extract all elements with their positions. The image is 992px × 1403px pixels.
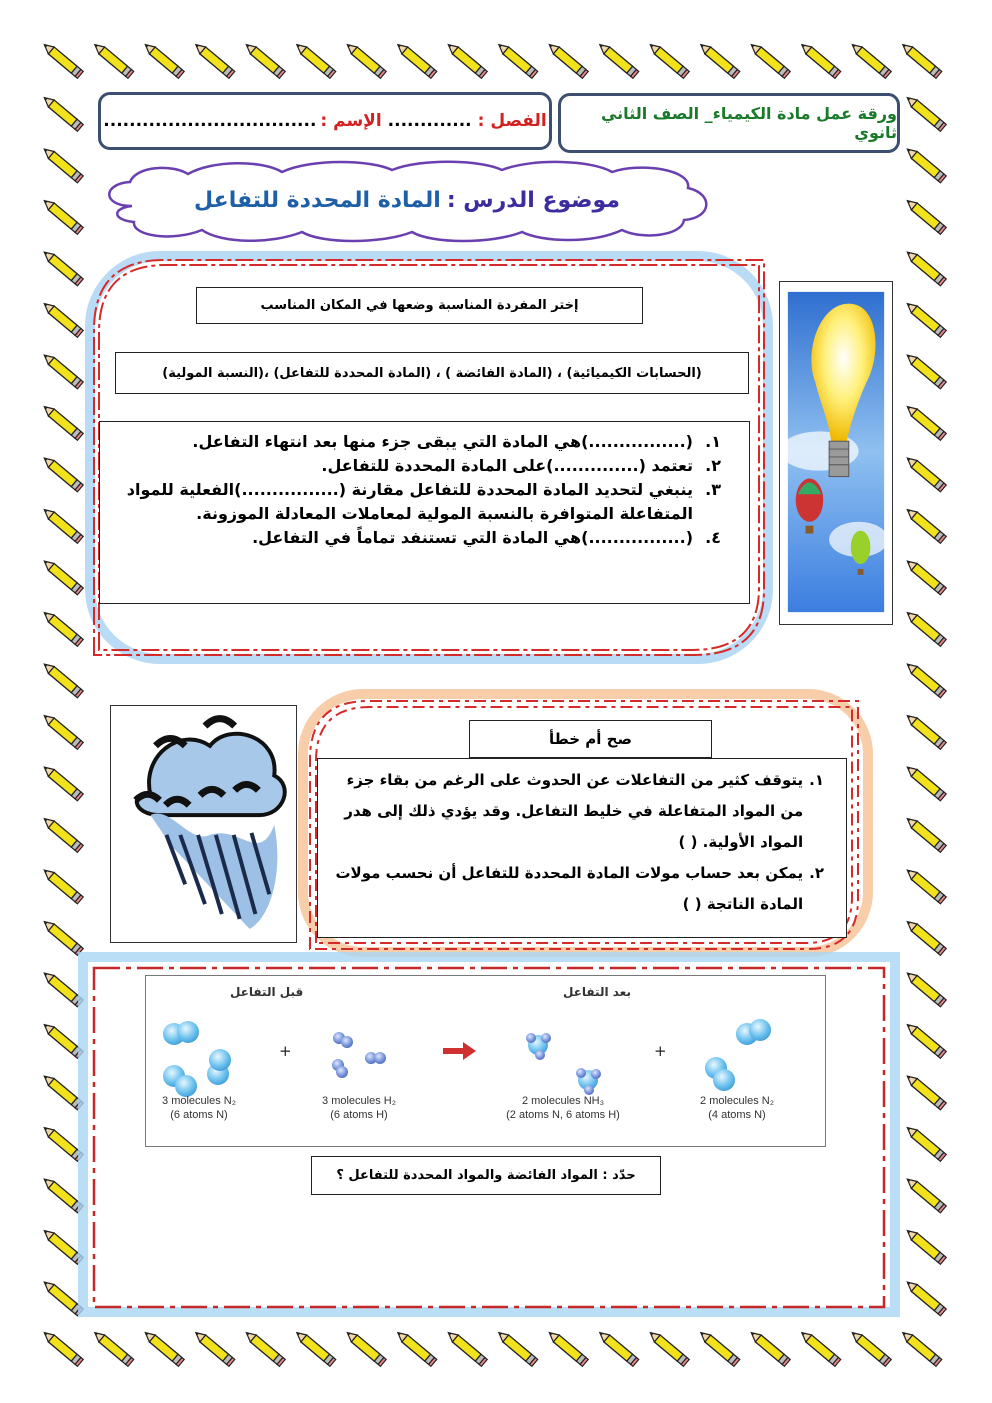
pencil-icon xyxy=(748,41,790,78)
plus-sign-1: + xyxy=(279,1042,292,1060)
class-blank[interactable]: ............. xyxy=(387,111,472,131)
worksheet-title-box xyxy=(558,93,900,153)
pencil-icon xyxy=(904,918,946,955)
pencil-icon xyxy=(904,300,946,337)
n2-molecules-before xyxy=(163,1021,231,1097)
pencil-icon xyxy=(849,1329,891,1366)
question-text[interactable]: (................)هي المادة التي تستنفد تماماً في التفاعل. xyxy=(252,528,693,547)
pencil-icon xyxy=(41,1124,83,1161)
pencil-icon xyxy=(904,712,946,749)
pencil-icon xyxy=(41,764,83,801)
pencil-icon xyxy=(41,300,83,337)
pencil-icon xyxy=(904,970,946,1007)
worksheet-title: ورقة عمل مادة الكيمياء_ الصف الثاني ثانوي xyxy=(600,104,897,142)
question-number: ٢. xyxy=(705,456,721,475)
pencil-icon xyxy=(904,403,946,440)
pencil-icon xyxy=(41,867,83,904)
pencil-icon xyxy=(546,1329,588,1366)
question-number: ١. xyxy=(705,432,721,451)
question-text[interactable]: (................)هي المادة التي يبقى جزء منها بعد انتهاء التفاعل. xyxy=(192,432,693,451)
lesson-label: موضوع الدرس : xyxy=(446,187,620,213)
pencil-icon xyxy=(142,1329,184,1366)
group-label-4: 2 molecules N₂ (4 atoms N) xyxy=(700,1095,774,1121)
name-label: الإسم : xyxy=(320,111,382,131)
pencil-icon xyxy=(597,1329,639,1366)
question-item xyxy=(118,526,721,550)
pencil-icon xyxy=(41,506,83,543)
pencil-icon xyxy=(294,41,336,78)
pencil-icon xyxy=(41,815,83,852)
after-reaction-label: بعد التفاعل xyxy=(563,985,631,999)
question-item xyxy=(118,430,721,454)
pencil-icon xyxy=(41,609,83,646)
question-number: ٤. xyxy=(705,528,721,547)
pencil-icon xyxy=(904,146,946,183)
pencil-icon xyxy=(41,970,83,1007)
pencil-icon xyxy=(445,1329,487,1366)
pencil-icon xyxy=(546,41,588,78)
pencil-icon xyxy=(597,41,639,78)
pencil-icon xyxy=(41,1073,83,1110)
pencil-icon xyxy=(748,1329,790,1366)
pencil-icon xyxy=(41,1227,83,1264)
pencil-icon xyxy=(799,41,841,78)
group-label-1: 3 molecules N₂ (6 atoms N) xyxy=(162,1095,236,1121)
true-false-item xyxy=(332,858,824,920)
pencil-icon xyxy=(41,146,83,183)
lesson-topic xyxy=(92,178,722,222)
pencil-icon xyxy=(92,41,134,78)
group-label-3: 2 molecules NH₃ (2 atoms N, 6 atoms H) xyxy=(506,1095,620,1121)
molecules-drawing xyxy=(146,976,827,1148)
true-false-item xyxy=(332,765,824,858)
pencil-icon xyxy=(41,197,83,234)
pencil-icon xyxy=(904,249,946,286)
pencil-icon xyxy=(41,558,83,595)
light-bulb-balloons-image xyxy=(779,281,893,625)
pencil-icon xyxy=(344,41,386,78)
n2-molecules-after xyxy=(705,1019,771,1091)
pencil-icon xyxy=(395,41,437,78)
pencil-icon xyxy=(193,41,235,78)
name-blank[interactable]: ................................. xyxy=(103,111,317,131)
pencil-icon xyxy=(900,1329,942,1366)
pencil-icon xyxy=(698,41,740,78)
pencil-icon xyxy=(904,1021,946,1058)
true-false-title: صح أم خطأ xyxy=(469,720,712,758)
pencil-icon xyxy=(698,1329,740,1366)
true-false-text[interactable]: يتوقف كثير من التفاعلات عن الحدوث على الرغم من بقاء جزء من المواد المتفاعلة في خليط التفاعل. وقد يؤدي ذلك إلى هدر المواد الأولية. ( ) xyxy=(344,771,804,851)
pencil-icon xyxy=(41,94,83,131)
pencil-icon xyxy=(904,609,946,646)
fill-blank-questions xyxy=(99,421,750,604)
pencil-icon xyxy=(904,867,946,904)
pencil-icon xyxy=(344,1329,386,1366)
question-item xyxy=(118,454,721,478)
pencil-icon xyxy=(904,1073,946,1110)
determine-question: حدّد : المواد الفائضة والمواد المحددة للتفاعل ؟ xyxy=(311,1156,661,1195)
reaction-arrow-icon xyxy=(443,1042,476,1060)
true-false-number: ١. xyxy=(809,771,824,789)
pencil-icon xyxy=(904,455,946,492)
pencil-icon xyxy=(647,41,689,78)
pencil-icon xyxy=(904,506,946,543)
pencil-icon xyxy=(243,41,285,78)
pencil-icon xyxy=(904,558,946,595)
pencil-icon xyxy=(41,403,83,440)
pencil-icon xyxy=(904,661,946,698)
question-item xyxy=(118,478,721,526)
rain-cloud-image xyxy=(110,705,297,943)
pencil-icon xyxy=(294,1329,336,1366)
before-reaction-label: قبل التفاعل xyxy=(230,985,304,999)
group-label-2: 3 molecules H₂ (6 atoms H) xyxy=(322,1095,396,1121)
question-text[interactable]: تعتمد (..............)على المادة المحددة للتفاعل. xyxy=(321,456,693,475)
pencil-icon xyxy=(41,455,83,492)
section1-instruction: إختر المفردة المناسبة وضعها في المكان المناسب xyxy=(196,287,643,324)
pencil-icon xyxy=(41,249,83,286)
true-false-number: ٢. xyxy=(809,864,824,882)
pencil-icon xyxy=(904,1124,946,1161)
pencil-icon xyxy=(41,918,83,955)
pencil-icon xyxy=(41,661,83,698)
question-text[interactable]: ينبغي لتحديد المادة المحددة للتفاعل مقارنة (................)الفعلية للمواد المتفاعلة المتوافرة بالنسبة المولية لمعاملات المعادلة الموزونة. xyxy=(126,480,693,523)
pencil-icon xyxy=(41,712,83,749)
pencil-icon xyxy=(496,41,538,78)
true-false-questions xyxy=(317,758,847,938)
pencil-icon xyxy=(904,352,946,389)
pencil-icon xyxy=(904,764,946,801)
question-number: ٣. xyxy=(705,480,721,499)
pencil-icon xyxy=(496,1329,538,1366)
class-label: الفصل : xyxy=(477,111,547,131)
pencil-icon xyxy=(193,1329,235,1366)
student-info-box xyxy=(98,92,552,150)
true-false-text[interactable]: يمكن بعد حساب مولات المادة المحددة للتفاعل أن نحسب مولات المادة الناتجة ( ) xyxy=(335,864,804,913)
pencil-icon xyxy=(41,1279,83,1316)
pencil-icon xyxy=(904,1279,946,1316)
pencil-icon xyxy=(900,41,942,78)
pencil-icon xyxy=(904,815,946,852)
pencil-icon xyxy=(647,1329,689,1366)
pencil-icon xyxy=(904,94,946,131)
pencil-icon xyxy=(41,1329,83,1366)
pencil-icon xyxy=(41,41,83,78)
pencil-icon xyxy=(41,1176,83,1213)
word-bank: (الحسابات الكيميائية) ، (المادة الفائضة ) ، (المادة المحددة للتفاعل) ،(النسبة المولية) xyxy=(115,352,749,394)
pencil-icon xyxy=(445,41,487,78)
pencil-icon xyxy=(904,1227,946,1264)
reaction-diagram xyxy=(145,975,826,1147)
pencil-icon xyxy=(243,1329,285,1366)
h2-molecules xyxy=(332,1032,386,1078)
plus-sign-2: + xyxy=(654,1042,667,1060)
pencil-icon xyxy=(904,197,946,234)
pencil-icon xyxy=(41,352,83,389)
pencil-icon xyxy=(849,41,891,78)
nh3-molecules xyxy=(526,1033,601,1095)
pencil-icon xyxy=(904,1176,946,1213)
pencil-icon xyxy=(92,1329,134,1366)
pencil-icon xyxy=(41,1021,83,1058)
pencil-icon xyxy=(142,41,184,78)
lesson-title: المادة المحددة للتفاعل xyxy=(194,187,441,213)
pencil-icon xyxy=(799,1329,841,1366)
pencil-icon xyxy=(395,1329,437,1366)
